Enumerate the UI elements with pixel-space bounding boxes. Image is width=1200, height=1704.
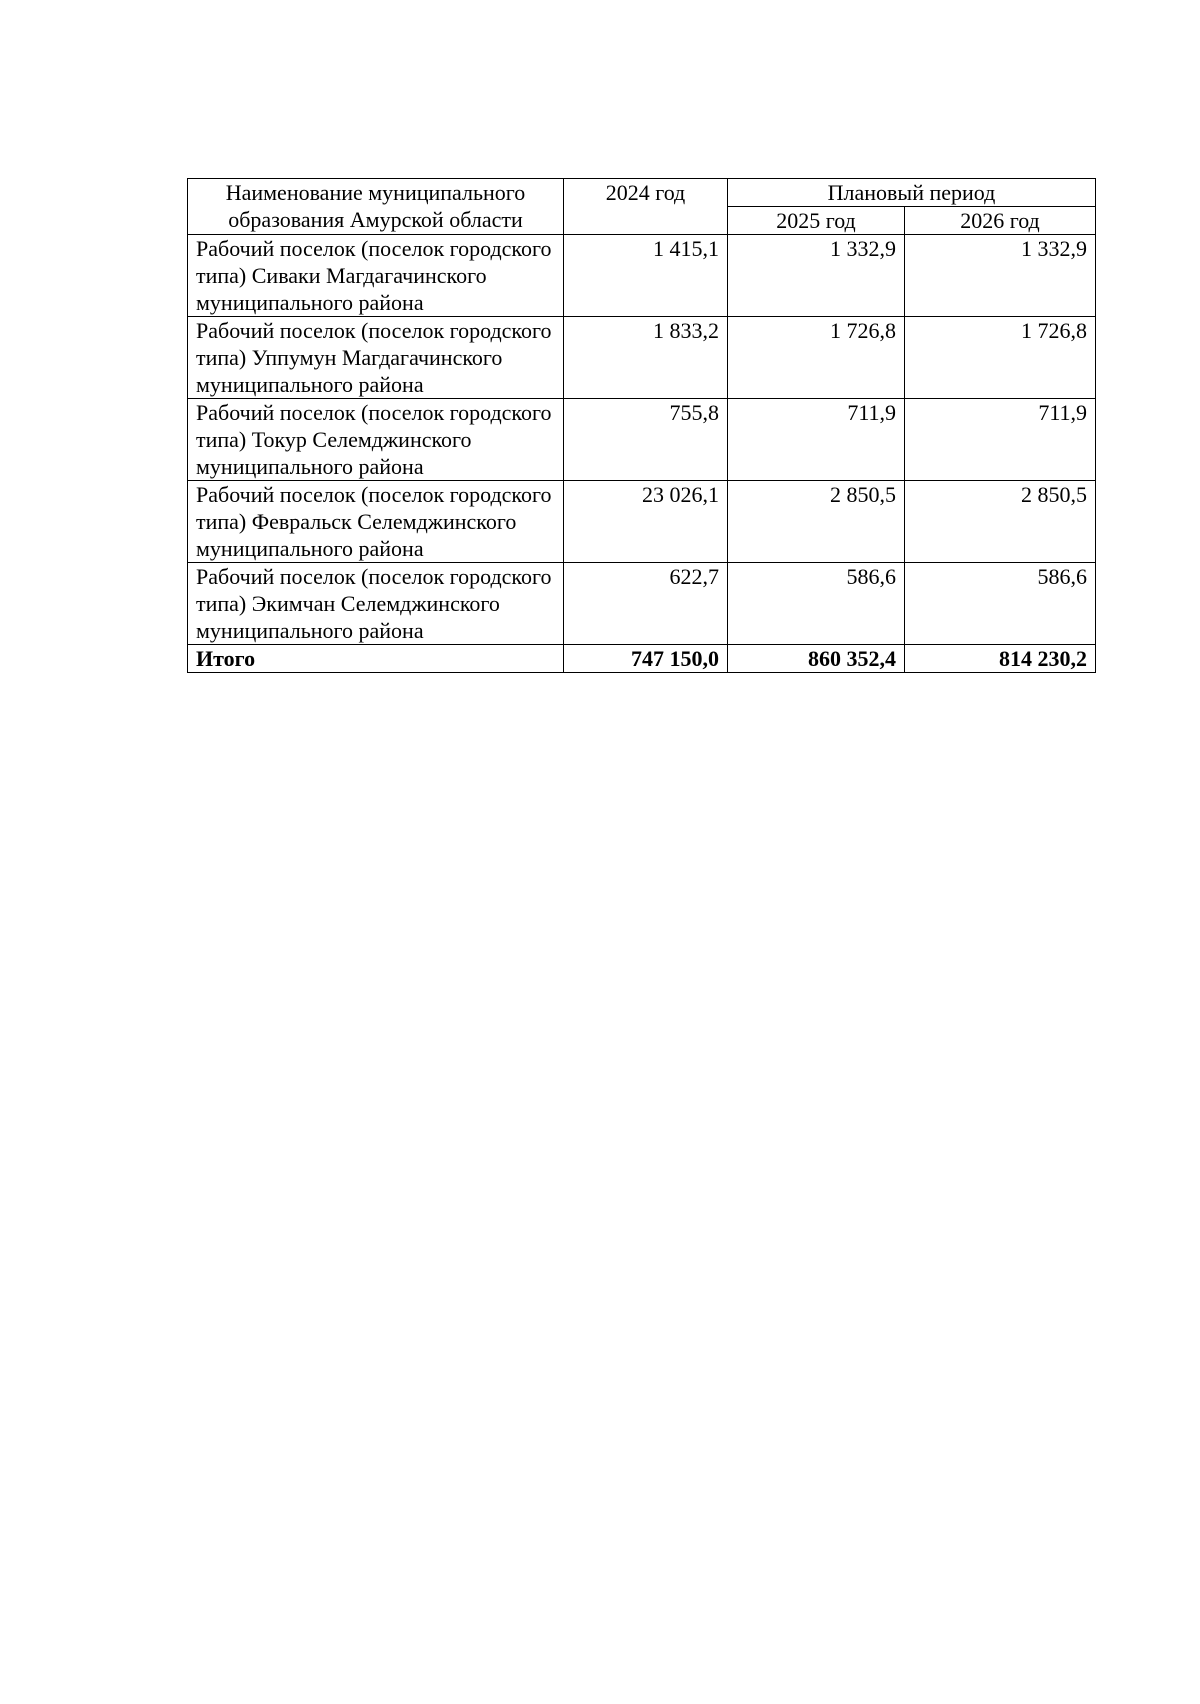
total-value-2025: 860 352,4	[728, 645, 905, 673]
row-name: Рабочий поселок (поселок городского типа) Токур Селемджинского муниципального района	[188, 399, 564, 481]
table-row	[188, 235, 1096, 317]
table-row	[188, 563, 1096, 645]
table-row	[188, 399, 1096, 481]
row-value-2025: 1 726,8	[728, 317, 905, 399]
row-name: Рабочий поселок (поселок городского типа) Февральск Селемджинского муниципального района	[188, 481, 564, 563]
table-row	[188, 317, 1096, 399]
row-value-2024: 1 415,1	[564, 235, 728, 317]
budget-table	[187, 178, 1096, 673]
total-value-2024: 747 150,0	[564, 645, 728, 673]
row-value-2025: 711,9	[728, 399, 905, 481]
header-year-2025: 2025 год	[728, 207, 905, 235]
row-value-2025: 1 332,9	[728, 235, 905, 317]
total-value-2026: 814 230,2	[905, 645, 1096, 673]
row-value-2025: 586,6	[728, 563, 905, 645]
row-value-2026: 586,6	[905, 563, 1096, 645]
row-name: Рабочий поселок (поселок городского типа) Экимчан Селемджинского муниципального района	[188, 563, 564, 645]
row-value-2026: 1 726,8	[905, 317, 1096, 399]
header-municipality: Наименование муниципального образования Амурской области	[188, 179, 564, 235]
total-row	[188, 645, 1096, 673]
total-label: Итого	[188, 645, 564, 673]
table-row	[188, 481, 1096, 563]
table-header-row	[188, 179, 1096, 207]
row-name: Рабочий поселок (поселок городского типа) Уппумун Магдагачинского муниципального района	[188, 317, 564, 399]
row-value-2024: 1 833,2	[564, 317, 728, 399]
row-value-2025: 2 850,5	[728, 481, 905, 563]
header-year-2024: 2024 год	[564, 179, 728, 235]
header-planning-period: Плановый период	[728, 179, 1096, 207]
row-value-2026: 711,9	[905, 399, 1096, 481]
row-name: Рабочий поселок (поселок городского типа) Сиваки Магдагачинского муниципального района	[188, 235, 564, 317]
header-year-2026: 2026 год	[905, 207, 1096, 235]
row-value-2024: 23 026,1	[564, 481, 728, 563]
row-value-2024: 622,7	[564, 563, 728, 645]
row-value-2026: 2 850,5	[905, 481, 1096, 563]
row-value-2024: 755,8	[564, 399, 728, 481]
row-value-2026: 1 332,9	[905, 235, 1096, 317]
